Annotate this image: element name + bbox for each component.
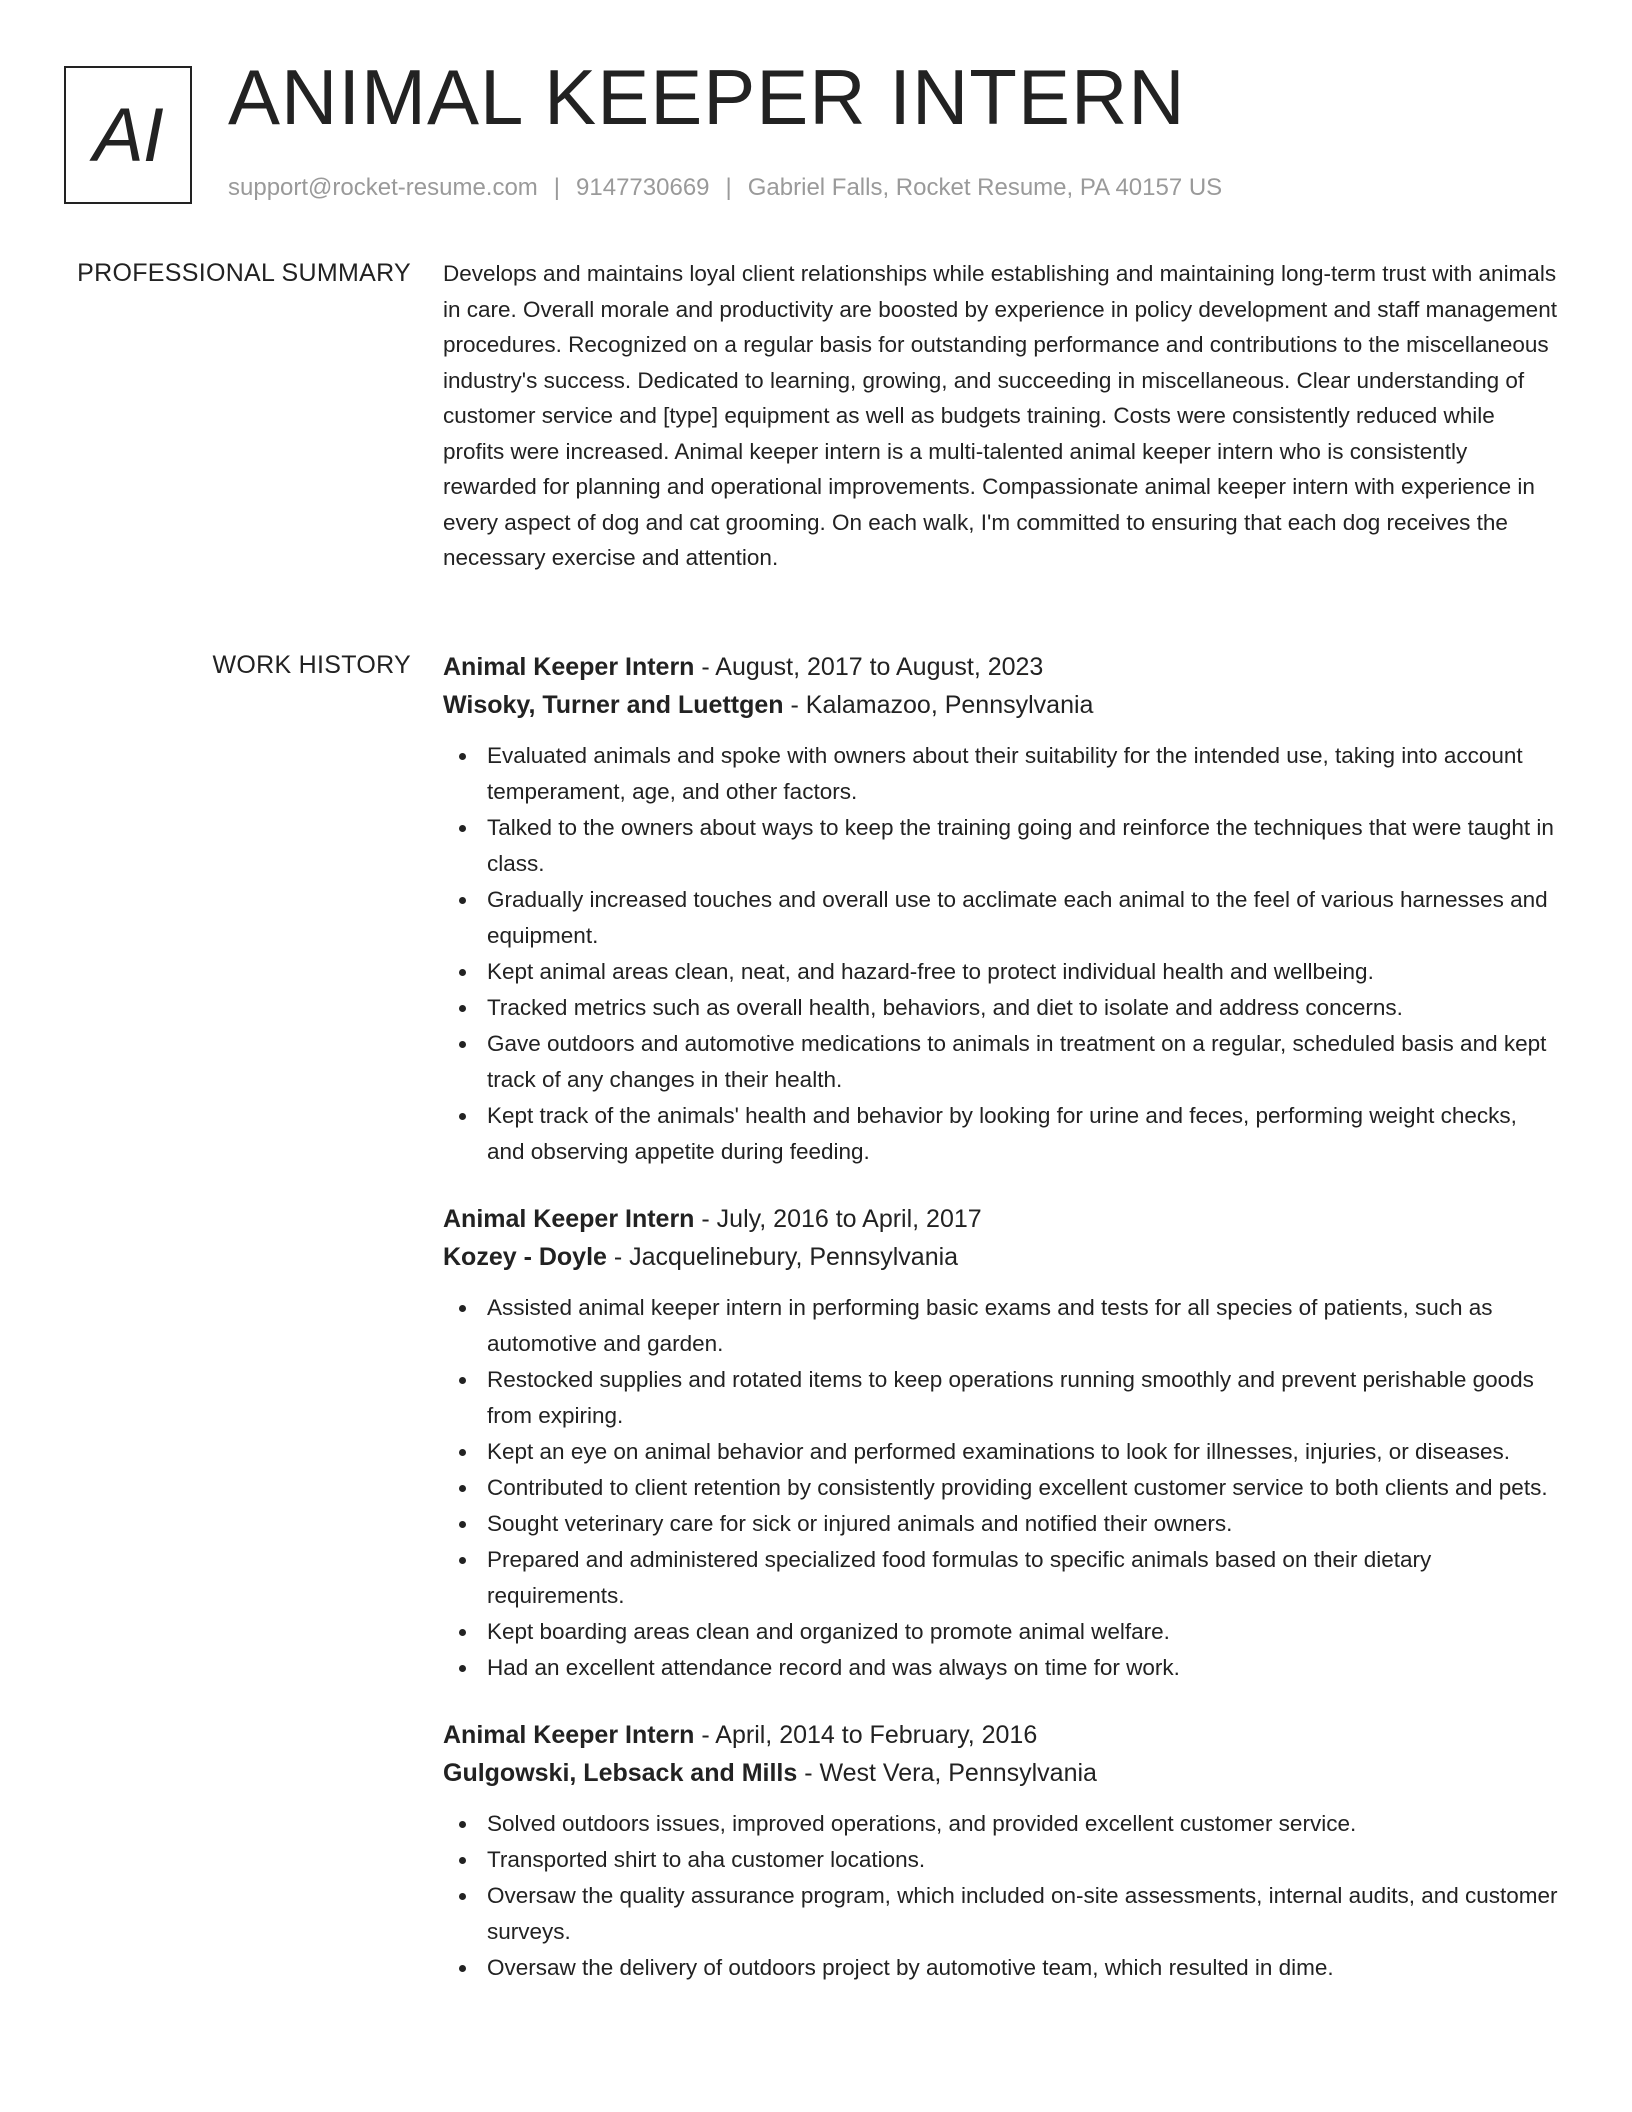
bullet-text: Solved outdoors issues, improved operations, and provided excellent customer service.	[487, 1811, 1357, 1836]
job-bullet-list	[443, 738, 1558, 1170]
bullet-dot-icon	[459, 1113, 466, 1120]
monogram-logo: AI	[64, 66, 192, 204]
job-location: - West Vera, Pennsylvania	[797, 1759, 1097, 1787]
bullet-text: Had an excellent attendance record and was always on time for work.	[487, 1655, 1180, 1680]
bullet-dot-icon	[459, 1521, 466, 1528]
list-item	[443, 810, 1558, 882]
job-title-line	[443, 648, 1558, 686]
list-item	[443, 1878, 1558, 1950]
contact-address: Gabriel Falls, Rocket Resume, PA 40157 US	[747, 174, 1223, 201]
job-location: - Kalamazoo, Pennsylvania	[783, 691, 1094, 719]
job-entry	[443, 1200, 1558, 1686]
bullet-text: Contributed to client retention by consistently providing excellent customer service to both clients and pets.	[487, 1475, 1548, 1500]
list-item	[443, 1806, 1558, 1842]
bullet-dot-icon	[459, 753, 466, 760]
bullet-text: Prepared and administered specialized food formulas to specific animals based on their dietary requirements.	[487, 1547, 1432, 1608]
list-item	[443, 1950, 1558, 1986]
work-history-heading: WORK HISTORY	[212, 651, 411, 679]
summary-text: Develops and maintains loyal client relationships while establishing and maintaining long-term trust with animals in care. Overall morale and productivity are boosted by experience in policy development and staff management procedures. Recognized on a regular basis for outstanding performance and contributions to the miscellaneous industry's success. Dedicated to learning, growing, and succeeding in miscellaneous. Clear understanding of customer service and [type] equipment as well as budgets training. Costs were consistently reduced while profits were increased. Animal keeper intern is a multi-talented animal keeper intern who is consistently rewarded for planning and operational improvements. Compassionate animal keeper intern with experience in every aspect of dog and cat grooming. On each walk, I'm committed to ensuring that each dog receives the necessary exercise and attention.	[443, 261, 1557, 570]
list-item	[443, 738, 1558, 810]
bullet-text: Transported shirt to aha customer locations.	[487, 1847, 926, 1872]
contact-separator: |	[725, 174, 732, 201]
job-company-line	[443, 1238, 1558, 1276]
work-history-body	[443, 648, 1558, 2016]
job-title-line	[443, 1716, 1558, 1754]
bullet-dot-icon	[459, 825, 466, 832]
job-bullet-list	[443, 1806, 1558, 1986]
list-item	[443, 1614, 1558, 1650]
job-company-line	[443, 1754, 1558, 1792]
job-title: Animal Keeper Intern	[443, 1721, 695, 1749]
job-location: - Jacquelinebury, Pennsylvania	[606, 1243, 959, 1271]
list-item	[443, 1362, 1558, 1434]
list-item	[443, 990, 1558, 1026]
bullet-text: Oversaw the delivery of outdoors project by automotive team, which resulted in dime.	[487, 1955, 1334, 1980]
bullet-text: Kept boarding areas clean and organized to promote animal welfare.	[487, 1619, 1170, 1644]
list-item	[443, 1470, 1558, 1506]
bullet-text: Kept an eye on animal behavior and performed examinations to look for illnesses, injuries, or diseases.	[487, 1439, 1511, 1464]
job-title: Animal Keeper Intern	[443, 1205, 695, 1233]
job-company: Wisoky, Turner and Luettgen	[443, 691, 784, 719]
bullet-text: Tracked metrics such as overall health, behaviors, and diet to isolate and address concerns.	[487, 995, 1403, 1020]
resume-title: ANIMAL KEEPER INTERN	[228, 53, 1186, 141]
bullet-text: Gradually increased touches and overall use to acclimate each animal to the feel of various harnesses and equipment.	[487, 887, 1548, 948]
job-company-line	[443, 686, 1558, 724]
job-dates: - April, 2014 to February, 2016	[694, 1721, 1038, 1749]
bullet-dot-icon	[459, 1965, 466, 1972]
job-dates: - July, 2016 to April, 2017	[694, 1205, 982, 1233]
contact-phone: 9147730669	[576, 174, 710, 201]
list-item	[443, 1506, 1558, 1542]
bullet-dot-icon	[459, 1557, 466, 1564]
list-item	[443, 1542, 1558, 1614]
bullet-dot-icon	[459, 897, 466, 904]
job-entry	[443, 1716, 1558, 1986]
job-entry	[443, 648, 1558, 1170]
list-item	[443, 882, 1558, 954]
bullet-text: Evaluated animals and spoke with owners about their suitability for the intended use, taking into account temperament, age, and other factors.	[487, 743, 1523, 804]
bullet-dot-icon	[459, 1005, 466, 1012]
contact-separator: |	[553, 174, 561, 201]
bullet-text: Sought veterinary care for sick or injured animals and notified their owners.	[487, 1511, 1233, 1536]
job-company: Kozey - Doyle	[443, 1243, 607, 1271]
job-company: Gulgowski, Lebsack and Mills	[443, 1759, 798, 1787]
bullet-dot-icon	[459, 1857, 466, 1864]
bullet-text: Restocked supplies and rotated items to keep operations running smoothly and prevent perishable goods from expiring.	[487, 1367, 1534, 1428]
job-dates: - August, 2017 to August, 2023	[694, 653, 1044, 681]
job-bullet-list	[443, 1290, 1558, 1686]
bullet-text: Kept animal areas clean, neat, and hazard-free to protect individual health and wellbeing.	[487, 959, 1374, 984]
bullet-text: Talked to the owners about ways to keep the training going and reinforce the techniques that were taught in class.	[487, 815, 1554, 876]
bullet-text: Kept track of the animals' health and behavior by looking for urine and feces, performing weight checks, and observing appetite during feeding.	[487, 1103, 1517, 1164]
bullet-dot-icon	[459, 1377, 466, 1384]
bullet-dot-icon	[459, 1305, 466, 1312]
list-item	[443, 1026, 1558, 1098]
bullet-dot-icon	[459, 1485, 466, 1492]
summary-body	[443, 256, 1558, 576]
bullet-dot-icon	[459, 1449, 466, 1456]
bullet-text: Oversaw the quality assurance program, which included on-site assessments, internal audits, and customer surveys.	[487, 1883, 1558, 1944]
list-item	[443, 1650, 1558, 1686]
list-item	[443, 1434, 1558, 1470]
bullet-text: Gave outdoors and automotive medications to animals in treatment on a regular, scheduled basis and kept track of any changes in their health.	[487, 1031, 1547, 1092]
bullet-dot-icon	[459, 1665, 466, 1672]
job-title: Animal Keeper Intern	[443, 653, 695, 681]
job-title-line	[443, 1200, 1558, 1238]
bullet-dot-icon	[459, 1629, 466, 1636]
bullet-dot-icon	[459, 1041, 466, 1048]
list-item	[443, 1098, 1558, 1170]
contact-email: support@rocket-resume.com	[228, 174, 538, 201]
summary-heading: PROFESSIONAL SUMMARY	[77, 259, 411, 287]
contact-line	[228, 174, 1222, 202]
list-item	[443, 1290, 1558, 1362]
bullet-dot-icon	[459, 969, 466, 976]
list-item	[443, 954, 1558, 990]
bullet-dot-icon	[459, 1821, 466, 1828]
list-item	[443, 1842, 1558, 1878]
bullet-text: Assisted animal keeper intern in performing basic exams and tests for all species of patients, such as automotive and garden.	[487, 1295, 1493, 1356]
bullet-dot-icon	[459, 1893, 466, 1900]
